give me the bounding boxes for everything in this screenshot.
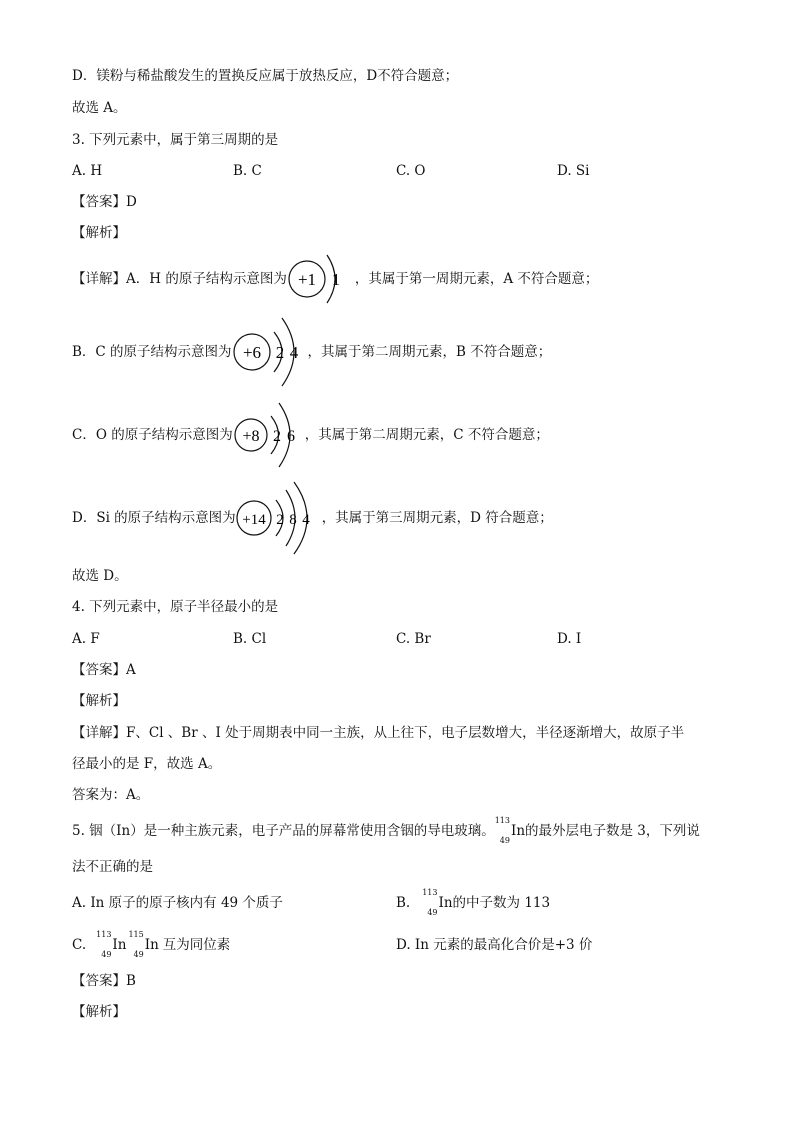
q4-option-d: D. I [557,631,582,647]
q5-option-d: D. In 元素的最高化合价是+3 价 [396,937,593,953]
option-text: 的中子数为 113 [452,895,551,911]
q3-option-a: A. H [72,163,103,179]
atomic-number: 49 [133,950,144,959]
q3-option-b: B. C [233,163,262,179]
nuclide-in115 [128,925,158,965]
q3-detail-si [72,480,553,556]
shell-electrons: 4 [301,512,310,528]
question-text: 的最外层电子数是 3，下列说 [525,823,700,839]
q4-final-answer: 答案为：A。 [72,787,150,803]
nuclide-in113 [422,883,452,923]
question-4: 4. 下列元素中，原子半径最小的是 [72,599,279,615]
nucleus-charge: +14 [241,512,266,528]
option-text: 互为同位素 [162,937,231,953]
atom-diagram-si [236,480,322,556]
detail-text: 【详解】A．H 的原子结构示意图为 [72,271,287,287]
q3-option-d: D. Si [557,163,590,179]
shell-electrons: 8 [288,512,297,528]
q4-option-c: C. Br [396,631,431,647]
element-symbol: In [144,937,159,953]
atom-diagram-o [233,400,305,470]
q3-detail-o [72,400,549,470]
shell-electrons: 2 [275,512,284,528]
detail-text: ，其属于第二周期元素，C 不符合题意； [304,427,549,443]
shell-electrons: 1 [331,270,341,289]
nucleus-charge: +1 [297,270,316,289]
q4-option-a: A. F [72,631,100,647]
atomic-number: 49 [101,950,112,959]
mass-number: 115 [128,930,144,939]
q5-option-b [396,890,550,916]
q4-detail-line: 径最小的是 F，故选 A。 [72,756,222,772]
question-5 [72,818,700,844]
mass-number: 113 [422,888,438,897]
nucleus-charge: +6 [242,343,261,362]
atomic-number: 49 [427,908,438,917]
shell-electrons: 2 [275,343,284,362]
detail-text: ，其属于第二周期元素，B 不符合题意； [307,344,552,360]
q5-analysis-heading: 【解析】 [72,1004,126,1020]
q4-answer: 【答案】A [72,662,136,678]
option-label: C. [72,937,87,953]
shell-electrons: 2 [272,428,281,445]
q3-option-c: C. O [396,163,426,179]
mass-number: 113 [494,816,510,825]
mass-number: 113 [96,930,112,939]
question-3: 3. 下列元素中，属于第三周期的是 [72,132,279,148]
nucleus-charge: +8 [242,428,260,445]
q3-detail-h [72,250,598,308]
q3-analysis-heading: 【解析】 [72,225,126,241]
shell-electrons: 4 [289,343,298,362]
q4-analysis-heading: 【解析】 [72,693,126,709]
detail-text: B．C 的原子结构示意图为 [72,344,232,360]
nuclide-in113 [96,925,126,965]
text-line: 故选 A。 [72,100,127,116]
q3-answer: 【答案】D [72,194,137,210]
element-symbol: In [510,823,526,839]
atomic-number: 49 [499,836,510,845]
question-text: 5. 铟（In）是一种主族元素，电子产品的屏幕常使用含铟的导电玻璃。 [72,823,495,839]
detail-text: C．O 的原子结构示意图为 [72,427,233,443]
q4-option-b: B. Cl [233,631,267,647]
nuclide-in113 [495,811,525,851]
question-5-cont: 法不正确的是 [72,859,153,875]
q5-answer: 【答案】B [72,973,136,989]
shell-electrons: 6 [286,428,295,445]
detail-text: ，其属于第三周期元素，D 符合题意； [321,510,553,526]
q3-detail-c [72,314,551,390]
element-symbol: In [112,937,127,953]
option-label: B. [396,895,411,911]
q4-detail-line: 【详解】F、Cl 、Br 、I 处于周期表中同一主族，从上往下，电子层数增大，半径逐渐增大，故原子半 [72,725,685,741]
atom-diagram-c [232,314,308,390]
element-symbol: In [438,895,453,911]
q5-option-c [72,932,230,958]
q3-conclusion: 故选 D。 [72,568,128,584]
detail-text: D．Si 的原子结构示意图为 [72,510,236,526]
text-line: D．镁粉与稀盐酸发生的置换反应属于放热反应，D不符合题意； [72,68,459,84]
detail-text: ，其属于第一周期元素，A 不符合题意； [354,271,599,287]
atom-diagram-h [287,250,355,308]
q5-option-a: A. In 原子的原子核内有 49 个质子 [72,895,283,911]
